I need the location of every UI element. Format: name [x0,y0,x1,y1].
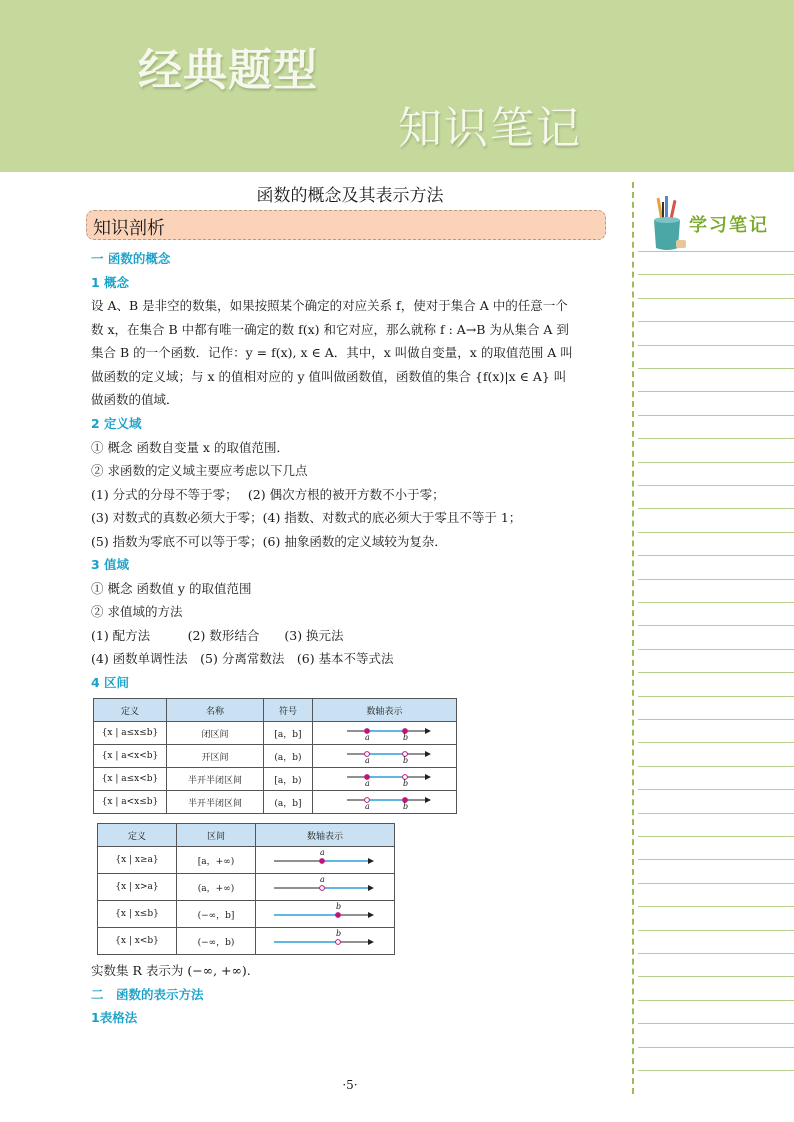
note-rule-line [638,1023,794,1024]
note-rule-line [638,766,794,767]
table-row [94,768,457,791]
heading-domain: 2 定义域 [91,416,142,431]
heading-representation: 二 函数的表示方法 [91,987,204,1002]
note-rule-line [638,532,794,533]
interval-symbol: [a，b) [264,768,313,791]
note-rule-line [638,883,794,884]
table-header: 定义 [98,824,177,847]
table-header-row [98,824,395,847]
axis-arrow [425,751,431,757]
concept-line: 集合 B 的一个函数．记作：y = f(x), x ∈ A．其中，x 叫做自变量，x 的取值范围 A 叫 [91,345,573,360]
note-rule-line [638,485,794,486]
note-rule-line [638,438,794,439]
note-rule-line [638,274,794,275]
axis-arrow [368,939,374,945]
number-line [256,901,394,927]
interval-table-finite [93,698,457,814]
axis-arrow [368,858,374,864]
number-line-cell [313,791,457,814]
range-line: (4) 函数单调性法 (5) 分离常数法 (6) 基本不等式法 [91,651,394,666]
closed-endpoint [320,859,325,864]
interval-definition: {x | x≤b} [98,901,177,928]
note-rule-line [638,415,794,416]
endpoint-label: a [365,733,370,742]
axis-arrow [425,728,431,734]
table-header: 数轴表示 [256,824,395,847]
note-rule-line [638,345,794,346]
note-rule-line [638,976,794,977]
interval-symbol: [a，+∞) [177,847,256,874]
open-endpoint [320,886,325,891]
note-rule-line [638,391,794,392]
interval-definition: {x | x≥a} [98,847,177,874]
table-header-row [94,699,457,722]
note-rule-line [638,859,794,860]
table-row [94,722,457,745]
number-line-cell [256,928,395,955]
number-line-cell [313,722,457,745]
interval-name: 开区间 [167,745,264,768]
interval-definition: {x | a<x≤b} [94,791,167,814]
notes-divider [632,182,634,1094]
range-line: ② 求值域的方法 [91,604,183,619]
number-line [313,768,457,790]
banner-title-2: 知识笔记 [398,103,582,154]
number-line [256,928,394,954]
table-header: 符号 [264,699,313,722]
number-line-cell [313,768,457,791]
endpoint-label: b [403,802,409,811]
interval-symbol: (a，b] [264,791,313,814]
table-header: 定义 [94,699,167,722]
note-rule-line [638,930,794,931]
endpoint-label: a [320,875,325,884]
number-line-cell [256,874,395,901]
note-rule-line [638,672,794,673]
interval-name: 闭区间 [167,722,264,745]
note-rule-line [638,298,794,299]
domain-line: ① 概念 函数自变量 x 的取值范围． [91,440,289,455]
concept-line: 做函数的定义域；与 x 的值相对应的 y 值叫做函数值，函数值的集合 {f(x)|x ∈ A} 叫 [91,369,567,384]
note-rule-line [638,742,794,743]
interval-name: 半开半闭区间 [167,791,264,814]
table-header: 区间 [177,824,256,847]
section-header-label: 知识剖析 [93,218,165,239]
table-row [94,791,457,814]
axis-arrow [368,885,374,891]
note-rule-line [638,321,794,322]
endpoint-label: b [336,929,342,938]
axis-arrow [425,797,431,803]
note-rule-line [638,625,794,626]
range-line: ① 概念 函数值 y 的取值范围 [91,581,252,596]
real-numbers-line: 实数集 R 表示为 (−∞, +∞). [91,963,251,978]
note-rule-line [638,719,794,720]
note-rule-line [638,579,794,580]
domain-line: (1) 分式的分母不等于零； (2) 偶次方根的被开方数不小于零； [91,487,445,502]
interval-definition: {x | a≤x≤b} [94,722,167,745]
interval-symbol: [a，b] [264,722,313,745]
endpoint-label: a [365,756,370,765]
note-rule-line [638,368,794,369]
heading-range: 3 值域 [91,557,130,572]
endpoint-label: b [403,779,409,788]
section-header-box [86,210,606,240]
number-line-cell [256,901,395,928]
header-banner [0,0,794,172]
concept-line: 做函数的值域． [91,392,179,407]
notes-title: 学习笔记 [689,215,769,236]
concept-line: 设 A、B 是非空的数集，如果按照某个确定的对应关系 f，使对于集合 A 中的任意一个 [91,298,568,313]
axis-arrow [425,774,431,780]
note-rule-line [638,836,794,837]
note-rule-line [638,953,794,954]
axis-arrow [368,912,374,918]
table-header: 数轴表示 [313,699,457,722]
note-rule-line [638,906,794,907]
number-line [256,874,394,900]
closed-endpoint [336,913,341,918]
note-rule-line [638,1047,794,1048]
range-line: (1) 配方法 (2) 数形结合 (3) 换元法 [91,628,344,643]
note-rule-line [638,813,794,814]
table-header: 名称 [167,699,264,722]
heading-concept: 1 概念 [91,275,130,290]
interval-definition: {x | x<b} [98,928,177,955]
endpoint-label: a [320,848,325,857]
domain-line: (5) 指数为零底不可以等于零；(6) 抽象函数的定义域较为复杂． [91,534,447,549]
note-rule-line [638,789,794,790]
interval-symbol: (a，b) [264,745,313,768]
number-line-cell [313,745,457,768]
number-line [313,791,457,813]
interval-symbol: (a，+∞) [177,874,256,901]
note-rule-line [638,649,794,650]
document-title: 函数的概念及其表示方法 [256,186,444,206]
note-rule-line [638,508,794,509]
note-rule-line [638,696,794,697]
table-row [94,745,457,768]
endpoint-label: a [365,802,370,811]
table-row [98,901,395,928]
table-row [98,874,395,901]
table-row [98,847,395,874]
interval-definition: {x | a<x<b} [94,745,167,768]
interval-name: 半开半闭区间 [167,768,264,791]
page-number: ·5· [342,1078,358,1092]
number-line [313,745,457,767]
pencil-cup-icon [648,196,688,254]
interval-definition: {x | x>a} [98,874,177,901]
note-rule-line [638,462,794,463]
domain-line: ② 求函数的定义域主要应考虑以下几点 [91,463,308,478]
heading-table-method: 1表格法 [91,1010,138,1025]
endpoint-label: a [365,779,370,788]
note-rule-line [638,602,794,603]
endpoint-label: b [403,733,409,742]
number-line [256,847,394,873]
interval-symbol: (−∞，b] [177,901,256,928]
endpoint-label: b [403,756,409,765]
interval-table-infinite [97,823,395,955]
number-line [313,722,457,744]
note-rule-line [638,251,794,252]
interval-definition: {x | a≤x<b} [94,768,167,791]
banner-title-1: 经典题型 [138,45,318,96]
note-rule-line [638,555,794,556]
open-endpoint [336,940,341,945]
note-rule-line [638,1000,794,1001]
endpoint-label: b [336,902,342,911]
heading-function-concept: 一 函数的概念 [91,251,171,266]
number-line-cell [256,847,395,874]
domain-line: (3) 对数式的真数必须大于零；(4) 指数、对数式的底必须大于零且不等于 1； [91,510,522,525]
heading-interval: 4 区间 [91,675,130,690]
note-rule-line [638,1070,794,1071]
table-row [98,928,395,955]
concept-line: 数 x，在集合 B 中都有唯一确定的数 f(x) 和它对应，那么就称 f : A→B 为从集合 A 到 [91,322,569,337]
interval-symbol: (−∞，b) [177,928,256,955]
